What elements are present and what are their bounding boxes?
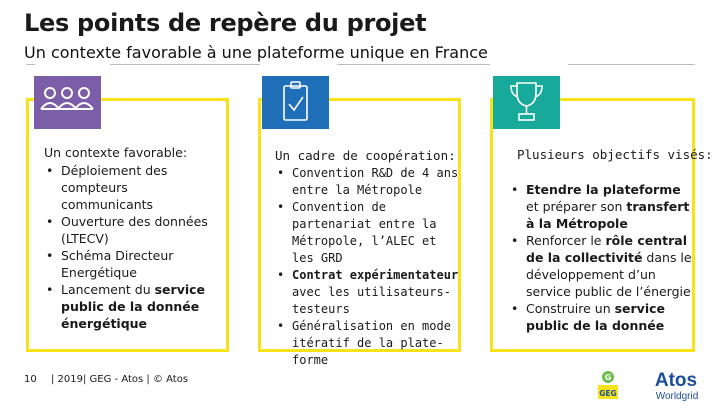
bullet-item bbox=[275, 165, 459, 199]
bullet-item bbox=[44, 281, 222, 332]
bullet-item bbox=[44, 213, 222, 247]
bullet-text: et préparer son bbox=[526, 199, 627, 214]
divider-line bbox=[337, 64, 490, 65]
bullet-item bbox=[44, 162, 222, 213]
card-context bbox=[26, 98, 229, 352]
footer-text: | 2019| GEG - Atos | © Atos bbox=[51, 374, 189, 385]
clipboard-check-icon bbox=[262, 76, 329, 129]
card-heading: Plusieurs objectifs visés: bbox=[517, 147, 713, 162]
slide-title: Les points de repère du projet bbox=[24, 9, 427, 37]
divider-line bbox=[26, 64, 35, 65]
atos-logo-text: Atos bbox=[654, 370, 698, 391]
bullet-item bbox=[275, 267, 459, 318]
bold-text: Contrat expérimentateur bbox=[292, 268, 459, 282]
card-heading: Un cadre de coopération: bbox=[275, 148, 456, 163]
bullet-text: dans le développement d’un service public de l’énergie bbox=[526, 250, 692, 299]
bullet-text: Renforcer le bbox=[526, 233, 606, 248]
bullet-list bbox=[44, 162, 222, 332]
bullet-item bbox=[44, 247, 222, 281]
bullet-list bbox=[275, 165, 459, 369]
bold-text: service public de la donnée bbox=[526, 301, 665, 333]
bullet-text: Généralisation en mode itératif de la plate-forme bbox=[292, 319, 451, 367]
bullet-text: avec les utilisateurs-testeurs bbox=[292, 285, 451, 316]
bullet-text: Construire un bbox=[526, 301, 615, 316]
bullet-item bbox=[509, 300, 695, 334]
slide-subtitle: Un contexte favorable à une plateforme unique en France bbox=[24, 43, 488, 62]
bullet-item bbox=[509, 232, 695, 300]
card-heading: Un contexte favorable: bbox=[44, 145, 188, 160]
geg-logo bbox=[597, 370, 619, 400]
bullet-text: Ouverture des données (LTECV) bbox=[61, 214, 208, 246]
atos-logo-subtext: Worldgrid bbox=[655, 391, 699, 402]
trophy-icon bbox=[493, 76, 560, 129]
bullet-text: Déploiement des compteurs communicants bbox=[61, 163, 168, 212]
bold-text: transfert à la Métropole bbox=[526, 199, 690, 231]
bullet-text: Lancement du bbox=[61, 282, 155, 297]
atos-worldgrid-logo bbox=[646, 367, 706, 405]
bullet-item bbox=[509, 181, 695, 232]
bullet-list bbox=[509, 181, 695, 334]
bold-text: service public de la donnée énergétique bbox=[61, 282, 206, 331]
bullet-text: Convention R&D de 4 ans entre la Métropole bbox=[292, 166, 459, 197]
people-icon bbox=[34, 76, 101, 129]
divider-line bbox=[110, 64, 260, 65]
divider-line bbox=[568, 64, 695, 65]
bold-text: Etendre la plateforme bbox=[526, 182, 681, 197]
card-objectives bbox=[490, 98, 713, 352]
bullet-text: Schéma Directeur Energétique bbox=[61, 248, 174, 280]
svg-text:G: G bbox=[604, 373, 612, 382]
page-number: 10 bbox=[24, 374, 37, 385]
bullet-item bbox=[275, 318, 459, 369]
geg-logo-text: GEG bbox=[599, 389, 617, 398]
bold-text: rôle central de la collectivité bbox=[526, 233, 687, 265]
bullet-text: Convention de partenariat entre la Métropole, l’ALEC et les GRD bbox=[292, 200, 437, 265]
card-cooperation bbox=[258, 98, 461, 367]
bullet-item bbox=[275, 199, 459, 267]
